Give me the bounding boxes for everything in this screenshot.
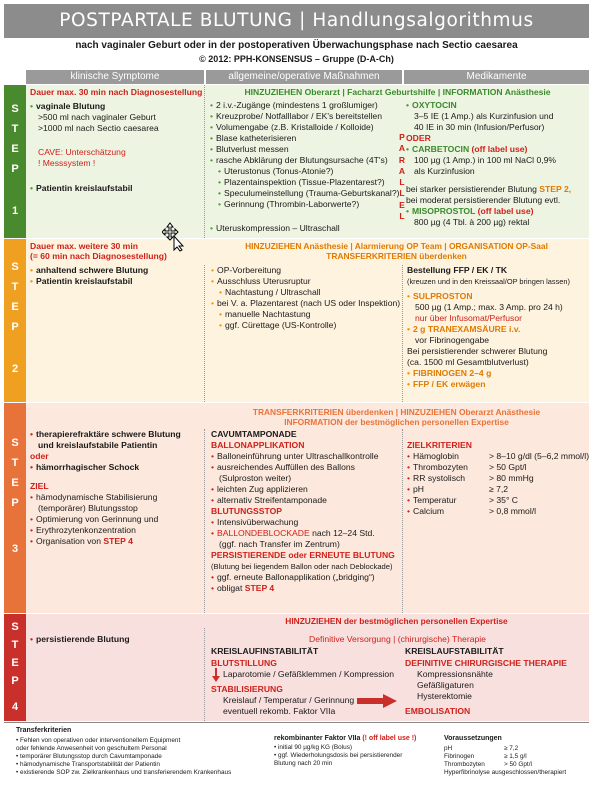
measure: • Speculumeinstellung (Trauma-Geburtskanal?) <box>218 188 399 199</box>
goal: (temporärer) Blutungsstop <box>38 503 138 513</box>
goal: • Organisation von STEP 4 <box>30 536 133 547</box>
measure: • Kreuzprobe/ Notfalllabor / EK's bereitstellen <box>210 111 382 122</box>
step3-section <box>26 403 589 613</box>
subheading: DEFINITIVE CHIRURGISCHE THERAPIE <box>405 658 567 668</box>
step1-section <box>26 85 589 238</box>
right-arrow-icon <box>357 694 397 708</box>
measure: • alternativ Streifentamponade <box>211 495 327 506</box>
algorithm-page <box>4 4 589 791</box>
transfer-title: Transferkriterien <box>16 727 72 734</box>
subheading: BLUTSTILLUNG <box>211 658 277 668</box>
measure: • obligat STEP 4 <box>211 583 274 594</box>
criterion-value: > 50 Gpt/l <box>489 462 527 472</box>
step1-duration: Dauer max. 30 min nach Diagnosestellung <box>30 87 203 97</box>
note: bei starker persistierender Blutung STEP 2, <box>406 184 572 194</box>
footer <box>4 722 589 791</box>
symptom: • vaginale Blutung <box>30 101 105 112</box>
symptom: • persistierende Blutung <box>30 634 130 645</box>
criterion-name: • Temperatur <box>407 495 456 506</box>
symptom: • therapierefraktäre schwere Blutung <box>30 429 181 440</box>
subheading: BALLONAPPLIKATION <box>211 440 305 450</box>
down-arrow-icon <box>211 668 221 682</box>
step2-duration: (= 60 min nach Diagnosestellung) <box>30 251 167 261</box>
step4-label: S T E P 4 <box>4 614 26 721</box>
measure: • Balloneinführung unter Ultraschallkontrolle <box>211 451 378 462</box>
measure: • OP-Vorbereitung <box>211 265 281 276</box>
step1-symptoms <box>26 85 204 238</box>
page-subtitle: nach vaginaler Geburt oder in der postoperativen Überwachungsphase nach Sectio caesarea <box>75 40 518 51</box>
step1-measures-list <box>204 100 402 238</box>
measure: • rasche Abklärung der Blutungsursache (4T's) <box>210 155 388 166</box>
step1-label: S T E P 1 <box>4 85 26 238</box>
prereq-note: Hyperfibrinolyse ausgeschlossen/therapiert <box>444 769 567 776</box>
step2-symptoms <box>26 265 204 402</box>
step2-label: S T E P 2 <box>4 239 26 402</box>
measure: • Ausschluss Uterusruptur <box>211 276 311 287</box>
step2-section <box>26 239 589 402</box>
measure: • Plazentainspektion (Tissue-Plazentarest?) <box>218 177 385 188</box>
measure: • leichten Zug applizieren <box>211 484 308 495</box>
dose: 3–5 IE (1 Amp.) als Kurzinfusion und <box>414 111 554 121</box>
criterion-value: > 80 mmHg <box>489 473 534 483</box>
factor-item: Blutung nach 20 min <box>274 760 333 767</box>
criterion-name: • RR systolisch <box>407 473 465 484</box>
subheading: BLUTUNGSSTOP <box>211 506 282 516</box>
criterion-value: > 35° C <box>489 495 518 505</box>
dose: 100 µg (1 Amp.) in 100 ml NaCl 0,9% <box>414 155 557 165</box>
step2-duration: Dauer max. weitere 30 min <box>30 241 138 251</box>
measure: Kompressionsnähte <box>417 669 493 679</box>
measure: Hysterektomie <box>417 691 472 701</box>
prereq-name: pH <box>444 745 453 752</box>
column-header-medication: Medikamente <box>404 70 589 84</box>
step3-symptoms <box>26 429 204 613</box>
note: (ca. 1500 ml Gesamtblutverlust) <box>407 357 529 367</box>
subheading: EMBOLISATION <box>405 706 471 716</box>
criterion-name: • Thrombozyten <box>407 462 468 473</box>
step3-criteria <box>402 429 589 613</box>
copyright: © 2012: PPH-KONSENSUS – Gruppe (D-A-Ch) <box>199 54 394 64</box>
prereq-value: > 50 Gpt/l <box>504 761 532 768</box>
step3-header: INFORMATION der bestmöglichen personellen Expertise <box>284 417 509 427</box>
measure: • Gerinnung (Thrombin-Laborwerte?) <box>218 199 359 210</box>
instability-title: KREISLAUFINSTABILITÄT <box>211 646 319 656</box>
prereq-name: Fibrinogen <box>444 753 475 760</box>
page-title: POSTPARTALE BLUTUNG | Handlungsalgorithmus <box>4 4 589 38</box>
caution-note: ! Messsystem ! <box>38 158 96 168</box>
subheading: PERSISTIERENDE oder ERNEUTE BLUTUNG <box>211 550 395 560</box>
dose: 500 µg (1 Amp.; max. 3 Amp. pro 24 h) <box>415 302 563 312</box>
criterion-name: • Hämoglobin <box>407 451 459 462</box>
prereq-value: ≥ 7,2 <box>504 745 519 752</box>
measure: • ausreichendes Auffüllen des Ballons <box>211 462 355 473</box>
measure: • ggf. erneute Ballonapplikation („bridging“) <box>211 572 375 583</box>
measure: • Blutverlust messen <box>210 144 289 155</box>
measure: Kreislauf / Temperatur / Gerinnung <box>223 695 355 705</box>
step2-measures <box>204 265 402 402</box>
factor-item: • ggf. Wiederholungsdosis bei persistierender <box>274 752 403 759</box>
measure: (Blutung bei liegendem Ballon oder nach Deblockade) <box>211 562 393 571</box>
goal: • hämodynamische Stabilisierung <box>30 492 157 503</box>
criterion-name: • Calcium <box>407 506 444 517</box>
measure: • manuelle Nachtastung <box>219 309 311 320</box>
step2-medication <box>402 265 589 402</box>
transfer-item: • Fehlen von operativen oder interventionellem Equipment <box>16 737 181 744</box>
step1-header: HINZUZIEHEN Oberarzt | Facharzt Geburtshilfe | INFORMATION Anästhesie <box>244 87 551 97</box>
step3-label: S T E P 3 <box>4 403 26 613</box>
prereq-value: ≥ 1,5 g/l <box>504 753 527 760</box>
step4-symptoms <box>26 628 204 721</box>
dose: als Kurzinfusion <box>414 166 475 176</box>
definitive-care: Definitive Versorgung | (chirurgische) Therapie <box>309 634 486 644</box>
note: Bei persistierender schwerer Blutung <box>407 346 548 356</box>
measure: • BALLONDEBLOCKADE nach 12–24 Std. <box>211 528 375 539</box>
caution-note: CAVE: Unterschätzung <box>38 147 126 157</box>
measure: • Uterustonus (Tonus-Atonie?) <box>218 166 333 177</box>
symptom: • anhaltend schwere Blutung <box>30 265 148 276</box>
measure: • bei V. a. Plazentarest (nach US oder Inspektion) <box>211 298 400 309</box>
column-header-measures: allgemeine/operative Maßnahmen <box>206 70 402 84</box>
factor-item: • initial 90 µg/kg KG (Bolus) <box>274 744 353 751</box>
symptom: • hämorrhagischer Schock <box>30 462 139 473</box>
measure: Laparotomie / Gefäßklemmen / Kompression <box>223 669 394 679</box>
measure: • Volumengabe (z.B. Kristalloide / Kolloide) <box>210 122 374 133</box>
medication: • SULPROSTON <box>407 291 473 302</box>
criterion-value: > 0,8 mmol/l <box>489 506 537 516</box>
subheading: STABILISIERUNG <box>211 684 283 694</box>
measure: • 2 i.v.-Zugänge (mindestens 1 großlumiger) <box>210 100 378 111</box>
medication: • FIBRINOGEN 2–4 g <box>407 368 491 379</box>
transfer-item: • hämodynamische Transportstabilität der Patientin <box>16 761 160 768</box>
or-label: oder <box>30 451 49 461</box>
medication: • CARBETOCIN (off label use) <box>406 144 527 155</box>
factor-title: rekombinanter Faktor VIIa (! off label use !) <box>274 735 417 742</box>
parallel-label: P A R A L L E L <box>398 132 406 222</box>
step2-header: HINZUZIEHEN Anästhesie | Alarmierung OP Team | ORGANISATION OP-Saal <box>245 241 548 251</box>
goal: • Optimierung von Gerinnung und <box>30 514 158 525</box>
step3-measures <box>204 429 402 613</box>
step2-header: TRANSFERKRITERIEN überdenken <box>326 251 467 261</box>
measure: Gefäßligaturen <box>417 680 474 690</box>
criterion-name: • pH <box>407 484 424 495</box>
goal-title: ZIEL <box>30 481 49 491</box>
order-note: (kreuzen und in den Kreissaal/OP bringen lassen) <box>407 277 570 286</box>
step3-header: TRANSFERKRITERIEN überdenken | HINZUZIEHEN Oberarzt Anästhesie <box>252 407 541 417</box>
symptom: und kreislaufstabile Patientin <box>38 440 158 450</box>
medication: • OXYTOCIN <box>406 100 457 111</box>
criteria-title: ZIELKRITERIEN <box>407 440 472 450</box>
measure: • Nachtastung / Ultraschall <box>219 287 321 298</box>
dose: 40 IE in 30 min (Infusion/Perfusor) <box>414 122 545 132</box>
symptom: • Patientin kreislaufstabil <box>30 183 133 194</box>
goal: • Erythrozytenkonzentration <box>30 525 136 536</box>
symptom: >1000 ml nach Sectio caesarea <box>38 123 159 133</box>
criterion-value: > 8–10 g/dl (5–6,2 mmol/l) <box>489 451 589 461</box>
measure: (Sulproston weiter) <box>219 473 292 483</box>
transfer-item: oder fehlende Anwesenheit von geschultem Personal <box>16 745 167 752</box>
prereq-title: Voraussetzungen <box>444 735 502 742</box>
move-cursor-icon <box>162 222 184 252</box>
medication: • MISOPROSTOL (off label use) <box>406 206 533 217</box>
measure: (ggf. nach Transfer im Zentrum) <box>219 539 340 549</box>
measure: • Uteruskompression – Ultraschall <box>210 223 340 234</box>
criterion-value: ≥ 7,2 <box>489 484 509 494</box>
measure: • ggf. Cürettage (US-Kontrolle) <box>219 320 336 331</box>
step4-section <box>26 614 589 721</box>
step4-measures <box>204 628 589 721</box>
step4-header: HINZUZIEHEN der bestmöglichen personellen Expertise <box>285 616 508 626</box>
symptom: >500 ml nach vaginaler Geburt <box>38 112 156 122</box>
medication: • 2 g TRANEXAMSÄURE i.v. <box>407 324 520 335</box>
dose: vor Fibrinogengabe <box>415 335 490 345</box>
dose-warning: nur über Infusomat/Perfusor <box>415 313 522 323</box>
measure: • Blase katheterisieren <box>210 133 296 144</box>
medication: • FFP / EK erwägen <box>407 379 485 390</box>
tamponade-title: CAVUMTAMPONADE <box>211 429 297 439</box>
prereq-name: Thrombozyten <box>444 761 485 768</box>
dose: 800 µg (4 Tbl. à 200 µg) rektal <box>414 217 530 227</box>
transfer-item: • temporärer Blutungsstop durch Cavumtamponade <box>16 753 162 760</box>
transfer-item: • existierende SOP zw. Zielkrankenhaus und transferierendem Krankenhaus <box>16 769 232 776</box>
symptom: • Patientin kreislaufstabil <box>30 276 133 287</box>
column-header-symptoms: klinische Symptome <box>26 70 204 84</box>
measure: eventuell rekomb. Faktor VIIa <box>223 706 336 716</box>
or-label: ODER <box>406 133 431 143</box>
stability-title: KREISLAUFSTABILITÄT <box>405 646 504 656</box>
note: bei moderat persistierender Blutung evtl. <box>406 195 561 205</box>
measure: • Intensivüberwachung <box>211 517 298 528</box>
order-blood: Bestellung FFP / EK / TK <box>407 265 508 275</box>
step1-medication <box>402 100 589 238</box>
